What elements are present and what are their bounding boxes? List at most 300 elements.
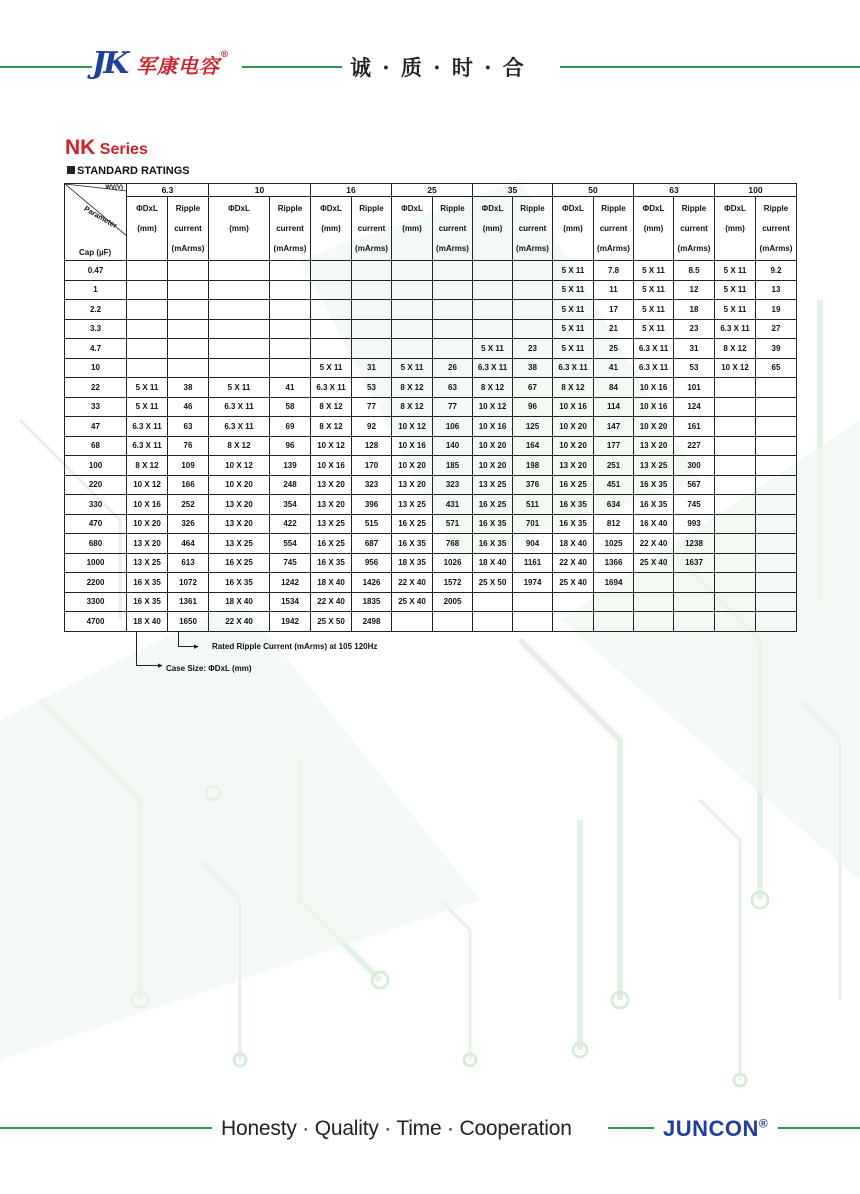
case-size-cell: 22 X 40 bbox=[553, 553, 594, 573]
ripple-current-cell: 1026 bbox=[433, 553, 473, 573]
ripple-current-header bbox=[594, 197, 634, 261]
ripple-header-line: current bbox=[762, 224, 790, 233]
case-size-cell: 5 X 11 bbox=[392, 358, 433, 378]
size-header-line bbox=[473, 239, 512, 259]
case-size-cell: 16 X 35 bbox=[473, 534, 513, 554]
case-size-cell: 18 X 40 bbox=[473, 553, 513, 573]
case-size-cell: 5 X 11 bbox=[634, 319, 674, 339]
ripple-current-cell: 396 bbox=[352, 495, 392, 515]
case-size-cell: 8 X 12 bbox=[473, 378, 513, 398]
capacitance-cell: 3300 bbox=[65, 592, 127, 612]
ripple-current-cell: 251 bbox=[594, 456, 634, 476]
ripple-header-line: current bbox=[276, 224, 304, 233]
case-size-cell: 5 X 11 bbox=[634, 261, 674, 281]
case-size-cell: 18 X 40 bbox=[127, 612, 168, 632]
ripple-current-header bbox=[756, 197, 797, 261]
case-size-header bbox=[473, 197, 513, 261]
case-size-cell: 8 X 12 bbox=[209, 436, 270, 456]
ripple-current-cell: 128 bbox=[352, 436, 392, 456]
ripple-current-cell: 2005 bbox=[433, 592, 473, 612]
size-header-line bbox=[553, 239, 593, 259]
case-size-cell: 18 X 40 bbox=[209, 592, 270, 612]
case-size-cell: 25 X 50 bbox=[311, 612, 352, 632]
case-size-cell: 8 X 12 bbox=[715, 339, 756, 359]
size-header-line: ΦDxL bbox=[320, 204, 342, 213]
case-size-cell: 5 X 11 bbox=[209, 378, 270, 398]
ripple-current-cell: 13 bbox=[756, 280, 797, 300]
capacitance-cell: 10 bbox=[65, 358, 127, 378]
ripple-current-cell: 125 bbox=[513, 417, 553, 437]
case-size-cell: 8 X 12 bbox=[553, 378, 594, 398]
header-motto: 诚 · 质 · 时 · 合 bbox=[350, 55, 526, 80]
ripple-current-cell: 38 bbox=[168, 378, 209, 398]
ripple-header-line: Ripple bbox=[520, 204, 545, 213]
case-size-cell: 13 X 25 bbox=[311, 514, 352, 534]
case-size-cell: 10 X 12 bbox=[392, 417, 433, 437]
table-row bbox=[65, 534, 797, 554]
size-header-line bbox=[311, 239, 351, 259]
ripple-current-cell: 7.8 bbox=[594, 261, 634, 281]
case-size-cell bbox=[715, 495, 756, 515]
size-header-line: (mm) bbox=[725, 224, 745, 233]
case-size-cell: 16 X 35 bbox=[634, 495, 674, 515]
case-size-cell: 10 X 16 bbox=[634, 378, 674, 398]
ripple-header-line: (mArms) bbox=[597, 244, 630, 253]
ripple-current-cell bbox=[513, 300, 553, 320]
case-size-cell bbox=[715, 612, 756, 632]
table-row bbox=[65, 280, 797, 300]
ripple-current-cell bbox=[756, 475, 797, 495]
case-size-cell: 5 X 11 bbox=[311, 358, 352, 378]
footer-line-left bbox=[0, 1127, 212, 1129]
case-size-cell: 25 X 40 bbox=[634, 553, 674, 573]
ripple-current-cell: 23 bbox=[513, 339, 553, 359]
case-size-cell bbox=[392, 261, 433, 281]
ripple-header-line: Ripple bbox=[175, 204, 201, 213]
ripple-current-cell: 451 bbox=[594, 475, 634, 495]
size-header-line: (mm) bbox=[482, 224, 503, 233]
ripple-current-cell: 993 bbox=[674, 514, 715, 534]
ripple-header-line: current bbox=[174, 224, 202, 233]
case-size-cell bbox=[473, 592, 513, 612]
ripple-current-cell bbox=[168, 300, 209, 320]
ripple-current-cell bbox=[756, 397, 797, 417]
ripple-current-cell bbox=[594, 592, 634, 612]
case-size-cell: 25 X 40 bbox=[392, 592, 433, 612]
ripple-current-cell: 18 bbox=[674, 300, 715, 320]
ripple-current-cell: 41 bbox=[594, 358, 634, 378]
ripple-current-cell bbox=[756, 612, 797, 632]
case-size-cell: 8 X 12 bbox=[311, 397, 352, 417]
ripple-current-cell: 76 bbox=[168, 436, 209, 456]
table-corner-cell bbox=[65, 184, 127, 261]
capacitance-cell: 3.3 bbox=[65, 319, 127, 339]
case-size-cell: 10 X 12 bbox=[127, 475, 168, 495]
ripple-header-line: Ripple bbox=[359, 204, 384, 213]
case-size-cell: 5 X 11 bbox=[553, 300, 594, 320]
case-size-cell: 16 X 35 bbox=[634, 475, 674, 495]
case-size-cell: 10 X 16 bbox=[634, 397, 674, 417]
case-size-cell bbox=[715, 534, 756, 554]
case-size-cell bbox=[127, 280, 168, 300]
ripple-current-cell: 1942 bbox=[270, 612, 311, 632]
ripple-current-cell: 422 bbox=[270, 514, 311, 534]
voltage-header-63: 63 bbox=[634, 184, 715, 197]
case-size-cell bbox=[634, 592, 674, 612]
case-size-note: Case Size: ΦDxL (mm) bbox=[166, 664, 252, 673]
ripple-current-cell: 21 bbox=[594, 319, 634, 339]
case-size-cell: 13 X 20 bbox=[209, 495, 270, 515]
ripple-current-cell: 65 bbox=[756, 358, 797, 378]
ripple-current-cell bbox=[352, 319, 392, 339]
capacitance-cell: 1000 bbox=[65, 553, 127, 573]
ripple-current-cell: 177 bbox=[594, 436, 634, 456]
ripple-current-cell bbox=[756, 573, 797, 593]
capacitance-cell: 2.2 bbox=[65, 300, 127, 320]
size-header-line: (mm) bbox=[321, 224, 341, 233]
ripple-current-cell: 515 bbox=[352, 514, 392, 534]
ripple-current-cell: 1534 bbox=[270, 592, 311, 612]
ripple-current-cell bbox=[168, 261, 209, 281]
capacitance-cell: 680 bbox=[65, 534, 127, 554]
case-size-cell: 5 X 11 bbox=[553, 339, 594, 359]
ripple-current-cell: 164 bbox=[513, 436, 553, 456]
capacitance-cell: 1 bbox=[65, 280, 127, 300]
case-size-cell: 6.3 X 11 bbox=[715, 319, 756, 339]
size-header-line: ΦDxL bbox=[136, 204, 158, 213]
case-size-cell: 10 X 20 bbox=[473, 436, 513, 456]
case-size-cell: 10 X 16 bbox=[311, 456, 352, 476]
size-header-line: ΦDxL bbox=[481, 204, 504, 213]
voltage-header-16: 16 bbox=[311, 184, 392, 197]
table-row bbox=[65, 319, 797, 339]
case-size-cell bbox=[553, 592, 594, 612]
size-header-line: (mm) bbox=[402, 224, 422, 233]
case-size-cell bbox=[473, 300, 513, 320]
ripple-current-cell bbox=[756, 417, 797, 437]
case-size-cell: 16 X 25 bbox=[473, 495, 513, 515]
size-header-line: ΦDxL bbox=[642, 204, 665, 213]
ripple-current-header bbox=[674, 197, 715, 261]
case-size-cell bbox=[311, 300, 352, 320]
ripple-current-cell: 63 bbox=[168, 417, 209, 437]
case-size-cell: 22 X 40 bbox=[311, 592, 352, 612]
table-row bbox=[65, 514, 797, 534]
ripple-header-line: (mArms) bbox=[677, 244, 711, 253]
ripple-current-cell: 139 bbox=[270, 456, 311, 476]
ripple-current-cell: 170 bbox=[352, 456, 392, 476]
voltage-header-10: 10 bbox=[209, 184, 311, 197]
case-size-cell bbox=[715, 456, 756, 476]
case-size-cell: 16 X 25 bbox=[209, 553, 270, 573]
case-size-cell: 5 X 11 bbox=[634, 280, 674, 300]
case-size-cell bbox=[392, 339, 433, 359]
table-row bbox=[65, 573, 797, 593]
ripple-current-cell: 53 bbox=[674, 358, 715, 378]
ripple-header-line: (mArms) bbox=[436, 244, 469, 253]
ripple-current-cell: 58 bbox=[270, 397, 311, 417]
ripple-current-cell bbox=[270, 261, 311, 281]
ripple-current-cell: 464 bbox=[168, 534, 209, 554]
case-size-cell: 5 X 11 bbox=[553, 261, 594, 281]
ripple-current-cell: 634 bbox=[594, 495, 634, 515]
ripple-current-cell: 252 bbox=[168, 495, 209, 515]
capacitance-cell: 0.47 bbox=[65, 261, 127, 281]
case-size-cell: 13 X 25 bbox=[127, 553, 168, 573]
ripple-current-cell bbox=[168, 339, 209, 359]
case-size-cell bbox=[715, 436, 756, 456]
logo-chinese-text: 军康电容 bbox=[136, 54, 220, 78]
table-row bbox=[65, 436, 797, 456]
ripple-current-cell bbox=[352, 280, 392, 300]
ripple-current-cell: 323 bbox=[433, 475, 473, 495]
case-size-cell: 16 X 35 bbox=[209, 573, 270, 593]
ripple-header-line: current bbox=[357, 224, 386, 233]
case-size-cell: 16 X 35 bbox=[311, 553, 352, 573]
ripple-current-cell: 554 bbox=[270, 534, 311, 554]
case-size-cell bbox=[392, 280, 433, 300]
case-size-cell: 5 X 11 bbox=[127, 378, 168, 398]
ripple-header-line: current bbox=[438, 224, 467, 233]
ripple-header-line: (mArms) bbox=[273, 244, 307, 253]
brand-logo-chinese bbox=[136, 50, 230, 79]
table-row bbox=[65, 358, 797, 378]
case-size-cell: 16 X 25 bbox=[392, 514, 433, 534]
ripple-current-cell bbox=[513, 280, 553, 300]
voltage-header-100: 100 bbox=[715, 184, 797, 197]
case-size-cell: 6.3 X 11 bbox=[209, 397, 270, 417]
voltage-header-35: 35 bbox=[473, 184, 553, 197]
table-row bbox=[65, 612, 797, 632]
ripple-header-line: (mArms) bbox=[171, 244, 205, 253]
ripple-current-cell: 1238 bbox=[674, 534, 715, 554]
table-row bbox=[65, 300, 797, 320]
case-size-cell: 22 X 40 bbox=[209, 612, 270, 632]
case-size-cell: 16 X 35 bbox=[553, 495, 594, 515]
case-size-cell: 10 X 20 bbox=[127, 514, 168, 534]
corner-wv-label: WV(V) bbox=[105, 185, 123, 191]
ripple-current-cell bbox=[433, 261, 473, 281]
ripple-current-cell: 198 bbox=[513, 456, 553, 476]
ripple-current-cell bbox=[674, 573, 715, 593]
ripple-current-header bbox=[352, 197, 392, 261]
ripple-current-cell: 25 bbox=[594, 339, 634, 359]
case-size-cell: 13 X 25 bbox=[473, 475, 513, 495]
size-header-line bbox=[209, 239, 269, 259]
case-size-cell: 18 X 35 bbox=[392, 553, 433, 573]
section-title-text: STANDARD RATINGS bbox=[77, 165, 190, 177]
case-size-cell: 5 X 11 bbox=[715, 261, 756, 281]
ripple-current-cell: 1025 bbox=[594, 534, 634, 554]
case-size-cell: 10 X 16 bbox=[392, 436, 433, 456]
ripple-current-header bbox=[270, 197, 311, 261]
case-size-cell: 10 X 16 bbox=[553, 397, 594, 417]
ripple-current-cell: 904 bbox=[513, 534, 553, 554]
arrow-head-icon: ▸ bbox=[158, 660, 163, 670]
case-size-cell bbox=[473, 280, 513, 300]
ripple-current-cell: 39 bbox=[756, 339, 797, 359]
ripple-current-cell: 1366 bbox=[594, 553, 634, 573]
ripple-current-cell: 511 bbox=[513, 495, 553, 515]
case-size-cell: 5 X 11 bbox=[127, 397, 168, 417]
case-size-cell: 10 X 20 bbox=[473, 456, 513, 476]
footer-motto: Honesty · Quality · Time · Cooperation bbox=[221, 1117, 572, 1140]
ripple-current-cell: 9.2 bbox=[756, 261, 797, 281]
ripple-current-cell: 1974 bbox=[513, 573, 553, 593]
capacitance-cell: 4700 bbox=[65, 612, 127, 632]
ripple-current-cell: 571 bbox=[433, 514, 473, 534]
case-size-cell bbox=[473, 261, 513, 281]
case-size-cell bbox=[715, 397, 756, 417]
ripple-current-cell bbox=[674, 612, 715, 632]
case-size-header bbox=[553, 197, 594, 261]
case-size-cell: 18 X 40 bbox=[311, 573, 352, 593]
ripple-current-cell: 96 bbox=[270, 436, 311, 456]
ripple-current-cell: 101 bbox=[674, 378, 715, 398]
series-code: NK bbox=[65, 136, 96, 159]
case-size-cell: 13 X 20 bbox=[209, 514, 270, 534]
capacitance-cell: 4.7 bbox=[65, 339, 127, 359]
case-size-cell: 10 X 12 bbox=[473, 397, 513, 417]
case-size-cell bbox=[392, 319, 433, 339]
table-row bbox=[65, 261, 797, 281]
case-size-cell: 13 X 20 bbox=[634, 436, 674, 456]
ripple-current-cell: 1072 bbox=[168, 573, 209, 593]
case-size-header bbox=[127, 197, 168, 261]
case-size-cell: 6.3 X 11 bbox=[209, 417, 270, 437]
ripple-current-cell: 77 bbox=[352, 397, 392, 417]
ripple-current-cell: 84 bbox=[594, 378, 634, 398]
ripple-current-cell bbox=[270, 280, 311, 300]
case-size-cell: 10 X 20 bbox=[392, 456, 433, 476]
case-size-header bbox=[634, 197, 674, 261]
size-header-line: ΦDxL bbox=[562, 204, 584, 213]
table-row bbox=[65, 397, 797, 417]
table-row bbox=[65, 378, 797, 398]
case-size-cell: 8 X 12 bbox=[392, 378, 433, 398]
ripple-current-cell bbox=[433, 612, 473, 632]
case-size-cell: 22 X 40 bbox=[634, 534, 674, 554]
ripple-current-cell: 106 bbox=[433, 417, 473, 437]
ripple-current-cell bbox=[513, 261, 553, 281]
ripple-header-line: Ripple bbox=[681, 204, 707, 213]
case-arrow-vertical bbox=[136, 631, 137, 666]
ripple-current-cell: 147 bbox=[594, 417, 634, 437]
case-size-cell: 6.3 X 11 bbox=[634, 339, 674, 359]
ripple-current-cell: 687 bbox=[352, 534, 392, 554]
case-size-cell bbox=[127, 339, 168, 359]
ripple-arrow-vertical bbox=[178, 631, 179, 646]
ripple-current-cell: 1694 bbox=[594, 573, 634, 593]
footer-brand-name: JUNCON bbox=[663, 1116, 759, 1141]
case-size-cell bbox=[311, 339, 352, 359]
ripple-current-cell bbox=[352, 339, 392, 359]
case-size-cell: 5 X 11 bbox=[715, 300, 756, 320]
case-size-cell bbox=[553, 612, 594, 632]
ripple-current-cell: 701 bbox=[513, 514, 553, 534]
case-size-header bbox=[392, 197, 433, 261]
ripple-current-cell: 161 bbox=[674, 417, 715, 437]
case-size-cell: 10 X 16 bbox=[473, 417, 513, 437]
ripple-current-cell: 431 bbox=[433, 495, 473, 515]
ripple-header-line: (mArms) bbox=[516, 244, 549, 253]
ripple-current-cell bbox=[756, 495, 797, 515]
ripple-current-cell bbox=[594, 612, 634, 632]
sub-header-row bbox=[65, 197, 797, 261]
logo-reg-mark: ® bbox=[220, 50, 230, 60]
table-row bbox=[65, 592, 797, 612]
case-size-cell: 25 X 40 bbox=[553, 573, 594, 593]
ripple-current-cell: 38 bbox=[513, 358, 553, 378]
ripple-header-line: current bbox=[599, 224, 628, 233]
ripple-current-cell: 376 bbox=[513, 475, 553, 495]
case-size-cell: 10 X 20 bbox=[553, 436, 594, 456]
ripple-header-line: Ripple bbox=[601, 204, 626, 213]
header-line-right bbox=[560, 66, 860, 68]
case-size-cell: 10 X 16 bbox=[127, 495, 168, 515]
size-header-line: (mm) bbox=[229, 224, 249, 233]
ripple-current-cell bbox=[433, 339, 473, 359]
ripple-current-cell: 768 bbox=[433, 534, 473, 554]
case-size-header bbox=[209, 197, 270, 261]
case-size-cell: 6.3 X 11 bbox=[473, 358, 513, 378]
case-size-cell bbox=[209, 280, 270, 300]
ripple-current-cell bbox=[270, 358, 311, 378]
case-size-cell: 5 X 11 bbox=[553, 319, 594, 339]
case-size-cell: 10 X 20 bbox=[209, 475, 270, 495]
case-size-cell bbox=[392, 300, 433, 320]
ripple-current-cell: 1426 bbox=[352, 573, 392, 593]
case-size-cell bbox=[127, 319, 168, 339]
ripple-header-line: current bbox=[680, 224, 708, 233]
ripple-header-line: (mArms) bbox=[759, 244, 793, 253]
square-bullet-icon bbox=[67, 166, 75, 174]
ripple-current-cell: 812 bbox=[594, 514, 634, 534]
case-size-cell bbox=[127, 358, 168, 378]
ripple-current-cell: 326 bbox=[168, 514, 209, 534]
ripple-current-cell: 31 bbox=[674, 339, 715, 359]
size-header-line bbox=[715, 239, 755, 259]
case-size-cell: 16 X 40 bbox=[634, 514, 674, 534]
case-size-cell: 8 X 12 bbox=[311, 417, 352, 437]
voltage-header-6.3: 6.3 bbox=[127, 184, 209, 197]
ripple-current-cell bbox=[270, 339, 311, 359]
case-size-cell: 10 X 12 bbox=[209, 456, 270, 476]
case-size-cell bbox=[127, 261, 168, 281]
case-size-cell bbox=[715, 378, 756, 398]
ripple-current-cell: 354 bbox=[270, 495, 311, 515]
ripple-current-cell: 227 bbox=[674, 436, 715, 456]
ripple-current-cell: 1637 bbox=[674, 553, 715, 573]
ripple-current-cell: 17 bbox=[594, 300, 634, 320]
ripple-current-cell bbox=[168, 358, 209, 378]
corner-cap-label: Cap (µF) bbox=[79, 248, 112, 257]
ripple-current-cell: 53 bbox=[352, 378, 392, 398]
case-size-cell: 16 X 35 bbox=[127, 592, 168, 612]
table-row bbox=[65, 553, 797, 573]
case-size-cell: 13 X 20 bbox=[311, 495, 352, 515]
table-row bbox=[65, 339, 797, 359]
ripple-current-cell: 323 bbox=[352, 475, 392, 495]
footer-line-middle bbox=[608, 1127, 654, 1129]
ripple-current-cell: 1242 bbox=[270, 573, 311, 593]
case-size-cell: 13 X 25 bbox=[634, 456, 674, 476]
ripple-current-cell: 1161 bbox=[513, 553, 553, 573]
case-size-cell: 16 X 25 bbox=[311, 534, 352, 554]
capacitance-cell: 68 bbox=[65, 436, 127, 456]
ripple-current-cell: 69 bbox=[270, 417, 311, 437]
ripple-current-cell: 12 bbox=[674, 280, 715, 300]
